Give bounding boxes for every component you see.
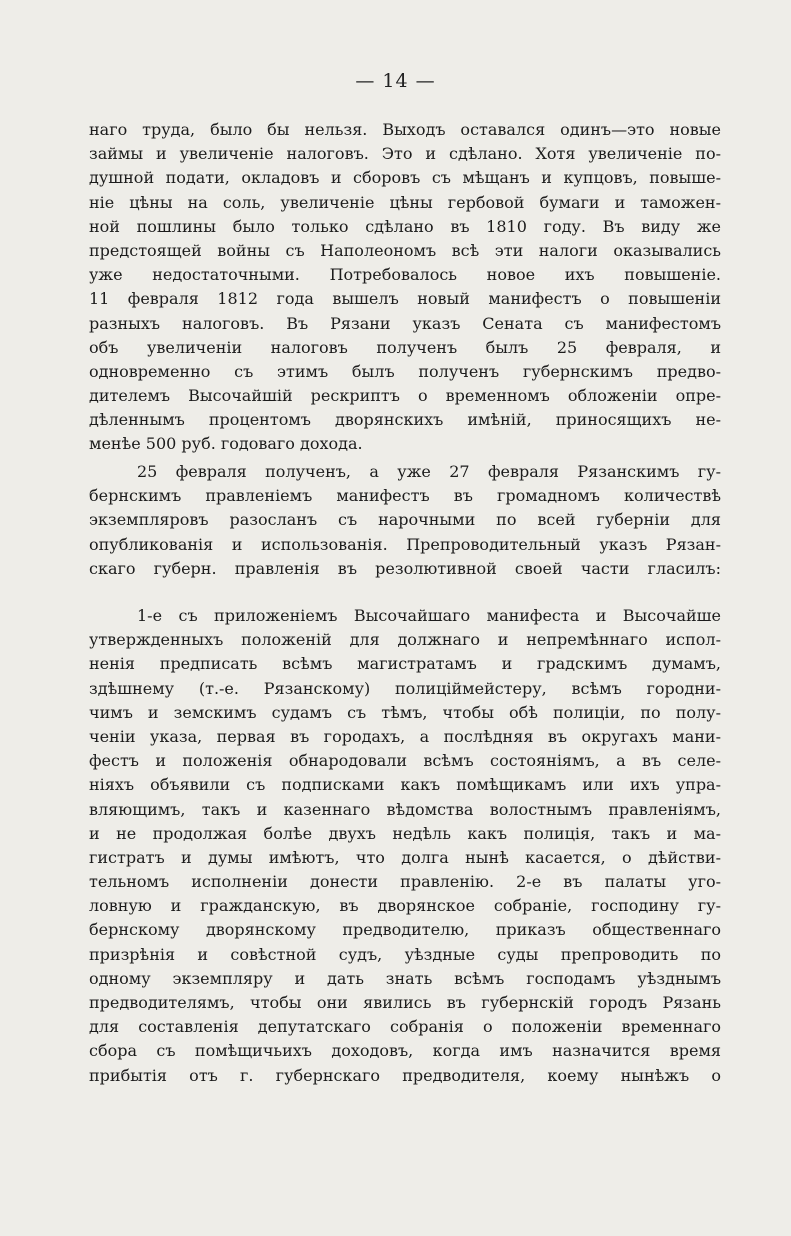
text-line: ловную и гражданскую, въ дворянское собраніе, господину гу- (89, 896, 721, 916)
page-number: — 14 — (355, 70, 436, 92)
text-line: 1-е съ приложеніемъ Высочайшаго манифеста и Высочайше (137, 606, 721, 625)
text-line: 25 февраля полученъ, а уже 27 февраля Рязанскимъ гу- (137, 462, 721, 481)
text-line: менѣе 500 руб. годоваго дохода. (89, 434, 363, 454)
text-line: дѣленнымъ процентомъ дворянскихъ имѣній, приносящихъ не- (89, 410, 721, 430)
text-line: утвержденныхъ положеній для должнаго и непремѣннаго испол- (89, 630, 721, 650)
text-line: ненія предписать всѣмъ магистратамъ и градскимъ думамъ, (89, 654, 721, 674)
text-line: бернскимъ правленіемъ манифестъ въ громадномъ количествѣ (89, 486, 721, 506)
text-line: уже недостаточными. Потребовалось новое ихъ повышеніе. (89, 265, 721, 285)
text-line: фестъ и положенія обнародовали всѣмъ состояніямъ, а въ селе- (89, 751, 721, 771)
text-line: займы и увеличеніе налоговъ. Это и сдѣлано. Хотя увеличеніе по- (89, 144, 721, 164)
text-line: прибытія отъ г. губернскаго предводителя, коему нынѣжъ о (89, 1065, 721, 1085)
text-line: 11 февраля 1812 года вышелъ новый манифестъ о повышеніи (89, 289, 721, 309)
text-line: бернскому дворянскому предводителю, приказъ общественнаго (89, 920, 721, 940)
text-line: для составленія депутатскаго собранія о положеніи временнаго (89, 1017, 721, 1037)
paragraph-2 (89, 460, 721, 581)
text-line: и не продолжая болѣе двухъ недѣль какъ полиція, такъ и ма- (89, 823, 721, 843)
text-line: ніе цѣны на соль, увеличеніе цѣны гербовой бумаги и таможен- (89, 192, 721, 212)
text-line: ченіи указа, первая въ городахъ, а послѣдняя въ округахъ мани- (89, 726, 721, 746)
text-line: одному экземпляру и дать знать всѣмъ господамъ уѣзднымъ (89, 968, 721, 988)
text-line: гистратъ и думы имѣютъ, что долга нынѣ касается, о дѣйстви- (89, 847, 721, 867)
text-line: одновременно съ этимъ былъ полученъ губернскимъ предво- (89, 361, 721, 381)
text-line: чимъ и земскимъ судамъ съ тѣмъ, чтобы обѣ полиціи, по полу- (89, 702, 721, 722)
text-line: предводителямъ, чтобы они явились въ губернскій городъ Рязань (89, 993, 721, 1012)
text-line: объ увеличеніи налоговъ полученъ былъ 25 февраля, и (89, 337, 721, 357)
text-line: разныхъ налоговъ. Въ Рязани указъ Сената съ манифестомъ (89, 313, 721, 333)
text-line: наго труда, было бы нельзя. Выходъ оставался одинъ—это новые (89, 120, 721, 139)
text-line: предстоящей войны съ Наполеономъ всѣ эти налоги оказывались (89, 240, 721, 260)
text-line: сбора съ помѣщичьихъ доходовъ, когда имъ назначится время (89, 1041, 721, 1061)
paragraph-1 (89, 118, 721, 457)
text-line: вляющимъ, такъ и казеннаго вѣдомства волостнымъ правленіямъ, (89, 799, 721, 819)
text-line: призрѣнія и совѣстной судъ, уѣздные суды препроводить по (89, 944, 721, 964)
text-line: тельномъ исполненіи донести правленію. 2-е въ палаты уго- (89, 872, 721, 892)
text-line: ной пошлины было только сдѣлано въ 1810 году. Въ виду же (89, 216, 721, 236)
text-line: душной подати, окладовъ и сборовъ съ мѣщанъ и купцовъ, повыше- (89, 168, 721, 188)
text-line: экземпляровъ разосланъ съ нарочными по всей губерніи для (89, 510, 721, 530)
text-line: дителемъ Высочайшій рескриптъ о временномъ обложеніи опре- (89, 386, 721, 406)
text-line: скаго губерн. правленія въ резолютивной своей части гласилъ: (89, 558, 721, 578)
text-line: здѣшнему (т.-е. Рязанскому) полиціймейстеру, всѣмъ городни- (89, 678, 721, 698)
text-line: опубликованія и использованія. Препроводительный указъ Рязан- (89, 534, 721, 554)
text-line: ніяхъ объявили съ подписками какъ помѣщикамъ или ихъ упра- (89, 775, 721, 795)
paragraph-3 (89, 604, 721, 1088)
